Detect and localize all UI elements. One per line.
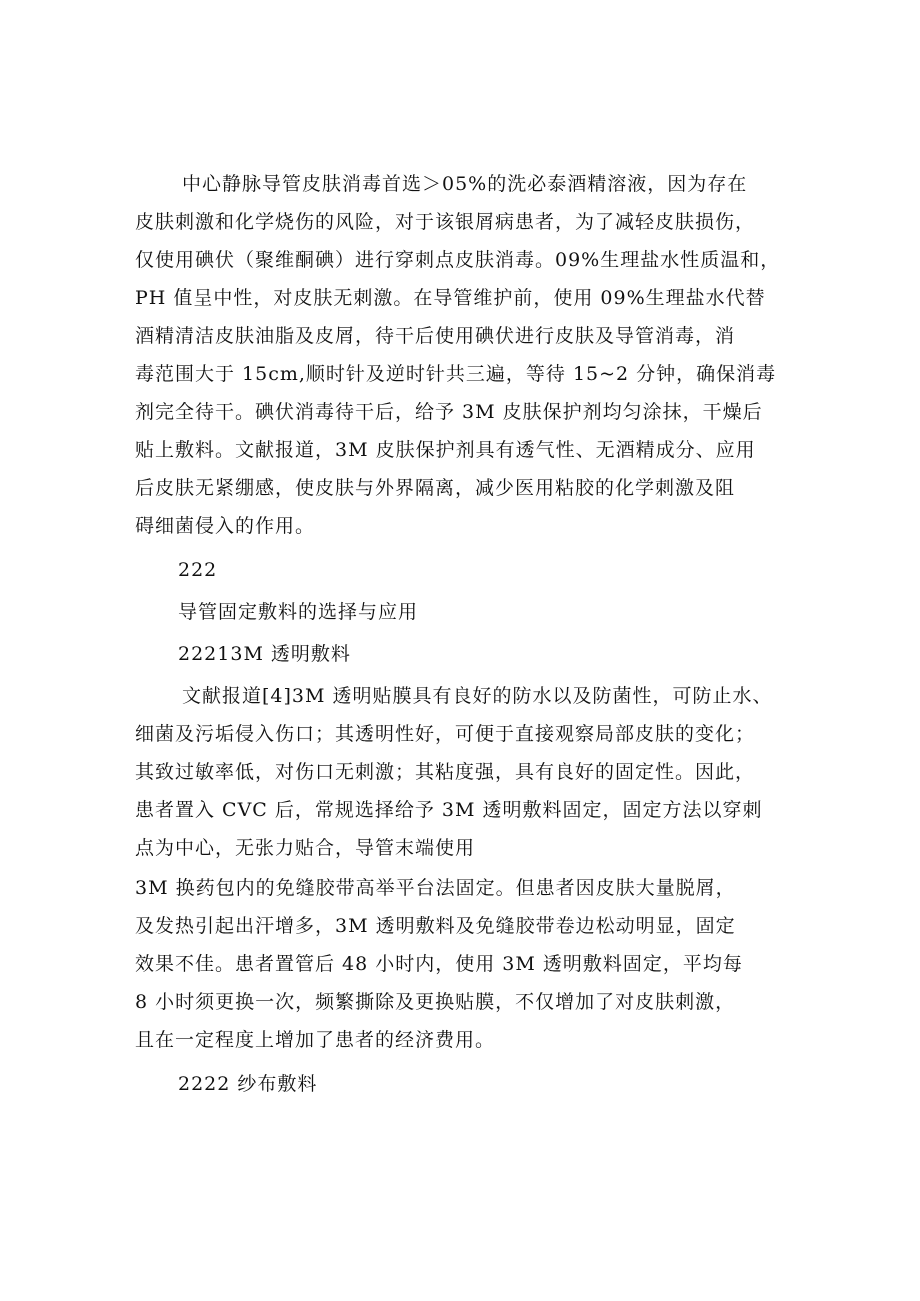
paragraph-line: 碍细菌侵入的作用。 bbox=[135, 515, 316, 537]
paragraph-line: 贴上敷料。文献报道，3M 皮肤保护剂具有透气性、无酒精成分、应用 bbox=[135, 439, 756, 461]
paragraph-line: 其致过敏率低，对伤口无刺激；其粘度强，具有良好的固定性。因此， bbox=[135, 761, 756, 783]
subsection-heading: 2222 纱布敷料 bbox=[178, 1073, 318, 1095]
paragraph-line: 及发热引起出汗增多，3M 透明敷料及免缝胶带卷边松动明显，固定 bbox=[135, 915, 736, 937]
paragraph-line: 点为中心，无张力贴合，导管末端使用 bbox=[135, 837, 476, 859]
paragraph-line: 3M 换药包内的免缝胶带高举平台法固定。但患者因皮肤大量脱屑， bbox=[135, 877, 736, 899]
section-number: 222 bbox=[178, 559, 218, 581]
paragraph-line: 酒精清洁皮肤油脂及皮屑，待干后使用碘伏进行皮肤及导管消毒，消 bbox=[135, 325, 736, 347]
paragraph-line: 仅使用碘伏（聚维酮碘）进行穿刺点皮肤消毒。09%生理盐水性质温和， bbox=[135, 249, 781, 271]
paragraph-line: 皮肤刺激和化学烧伤的风险，对于该银屑病患者，为了减轻皮肤损伤， bbox=[135, 211, 756, 233]
paragraph-line: 中心静脉导管皮肤消毒首选＞05%的洗必泰酒精溶液，因为存在 bbox=[182, 173, 748, 195]
paragraph-line: PH 值呈中性，对皮肤无刺激。在导管维护前，使用 09%生理盐水代替 bbox=[135, 287, 766, 309]
paragraph-line: 文献报道[4]3M 透明贴膜具有良好的防水以及防菌性，可防止水、 bbox=[182, 685, 773, 707]
subsection-heading: 22213M 透明敷料 bbox=[178, 643, 351, 665]
paragraph-line: 患者置入 CVC 后，常规选择给予 3M 透明敷料固定，固定方法以穿刺 bbox=[135, 799, 763, 821]
paragraph-line: 剂完全待干。碘伏消毒待干后，给予 3M 皮肤保护剂均匀涂抹，干燥后 bbox=[135, 401, 763, 423]
section-heading: 导管固定敷料的选择与应用 bbox=[178, 601, 419, 623]
paragraph-line: 8 小时须更换一次，频繁撕除及更换贴膜，不仅增加了对皮肤刺激， bbox=[135, 991, 736, 1013]
paragraph-line: 细菌及污垢侵入伤口；其透明性好，可便于直接观察局部皮肤的变化； bbox=[135, 723, 756, 745]
paragraph-line: 毒范围大于 15cm,顺时针及逆时针共三遍，等待 15~2 分钟，确保消毒 bbox=[135, 363, 777, 385]
paragraph-line: 且在一定程度上增加了患者的经济费用。 bbox=[135, 1029, 496, 1051]
paragraph-line: 后皮肤无紧绷感，使皮肤与外界隔离，减少医用粘胶的化学刺激及阻 bbox=[135, 477, 736, 499]
paragraph-line: 效果不佳。患者置管后 48 小时内，使用 3M 透明敷料固定，平均每 bbox=[135, 953, 743, 975]
